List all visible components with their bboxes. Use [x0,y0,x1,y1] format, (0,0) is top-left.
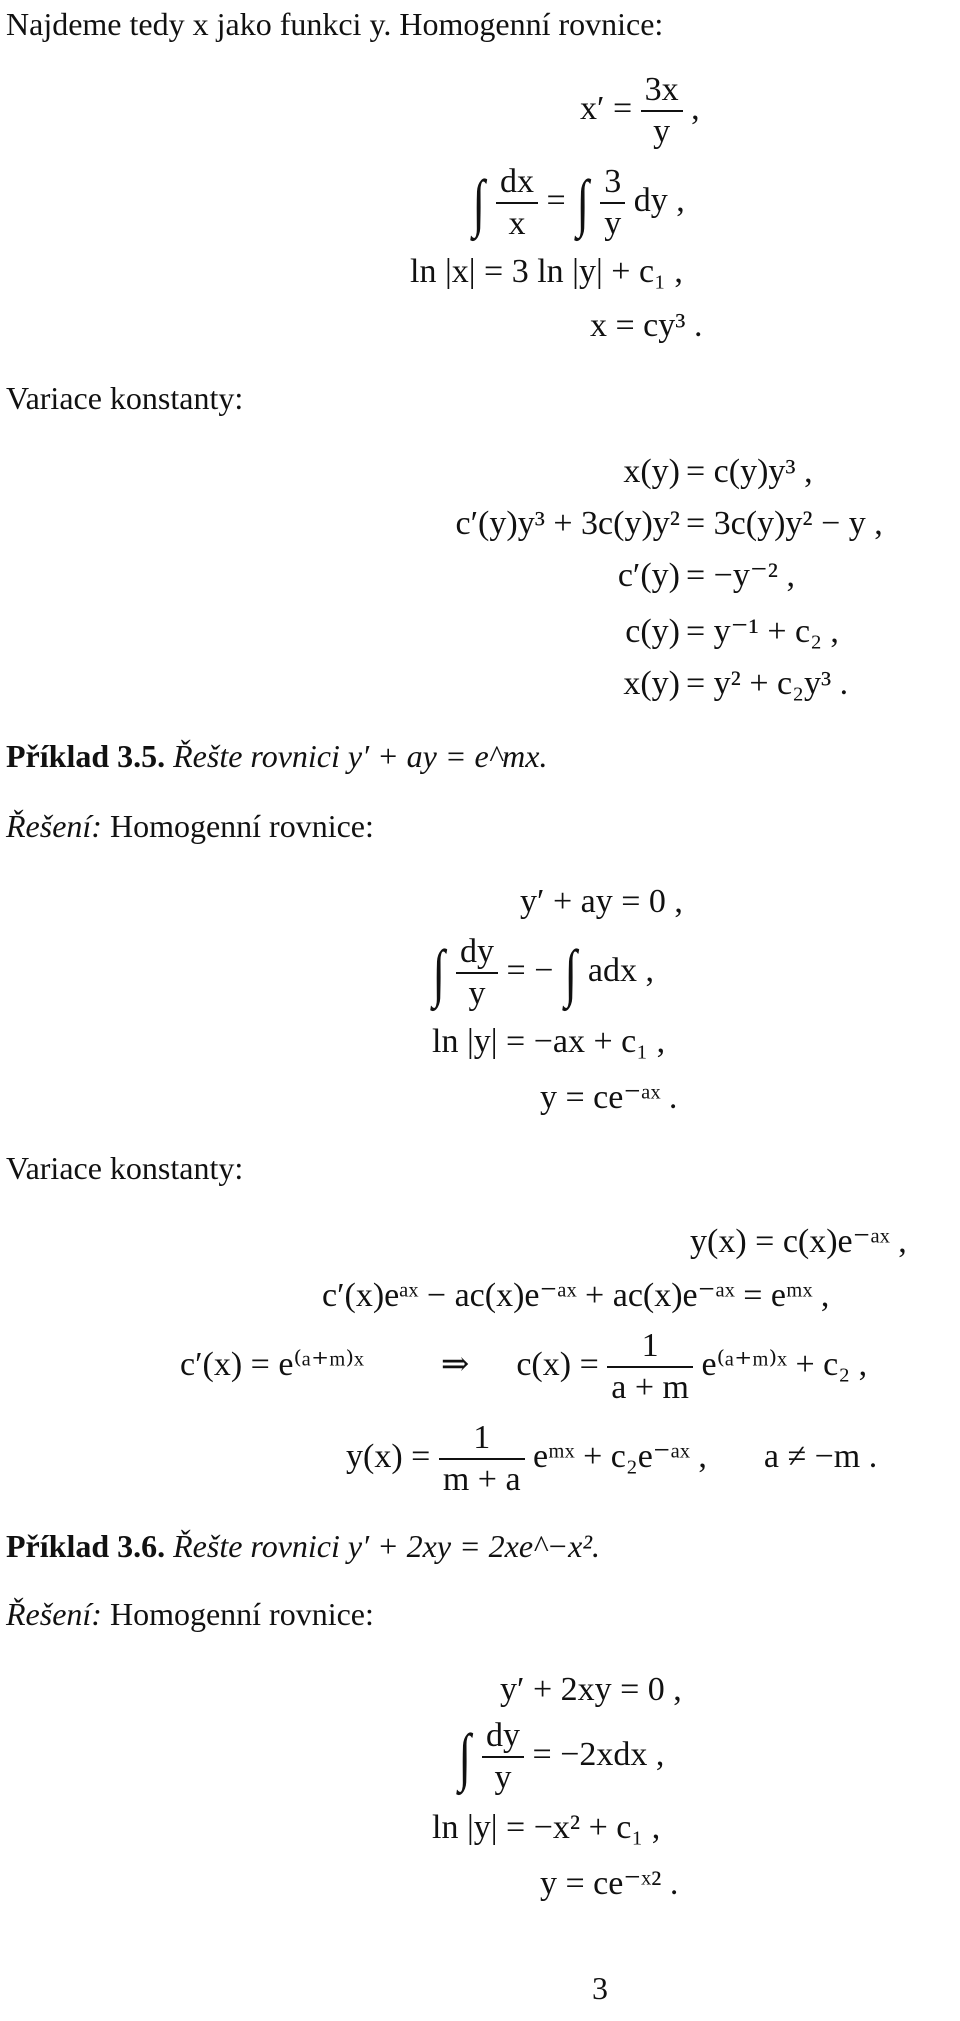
eq4-line4 [346,1418,877,1500]
example-label: Příklad 3.5. [6,738,166,774]
fraction-3x-over-y: $\frac{3x}{y}$ [641,70,683,152]
variace-label-1: Variace konstanty: [6,380,244,416]
eq1-comma: , [691,89,700,127]
example-task: Řešte rovnici y′ + 2xy = 2xe^−x². [173,1528,600,1564]
eq3-line2 [430,932,654,1014]
implies-symbol: ⇒ [440,1345,470,1383]
eq4-yx: y(x) = [346,1437,431,1475]
reseni-3-5 [6,806,374,846]
eq3-line2-adx: adx , [587,951,655,989]
eq3-line3: ln |y| = −ax + c₁ , [432,1023,666,1060]
eq2-row3-lhs: c′(y) [617,557,680,594]
eq2-row4-lhs: c(y) [625,613,680,650]
eq1-lhs: x′ = [580,89,633,127]
homogenni-label: Homogenní rovnice: [109,1596,374,1632]
integral-sign: ∫ [432,937,445,1008]
example-3-5 [6,736,547,776]
eq5-line1: y′ + 2xy = 0 , [500,1671,682,1708]
eq2-row2-lhs: c′(y)y³ + 3c(y)y² [455,505,680,542]
intro-text: Najdeme tedy x jako funkci y. Homogenní rovnice: [6,6,664,42]
eq2-row1-rhs: = c(y)y³ , [686,453,813,490]
eq1-line4: x = cy³ . [590,307,703,344]
fraction-dx-over-x: $\frac{dx}{x}$ [496,162,538,244]
integral-sign: ∫ [472,167,485,238]
eq1-line2-dy: dy , [633,181,685,219]
eq4-cx: c(x) = [516,1345,599,1383]
eq4-line2: c′(x)eᵃˣ − ac(x)e⁻ᵃˣ + ac(x)e⁻ᵃˣ = eᵐˣ , [322,1277,830,1314]
eq2-row3-rhs: = −y⁻² , [686,557,795,594]
eq5-line2 [456,1716,664,1798]
integral-sign: ∫ [576,167,590,238]
eq2-row2-rhs: = 3c(y)y² − y , [686,505,883,542]
fraction-1-over-a-plus-m: $\frac{1}{a + m}$ [607,1326,693,1408]
example-3-6 [6,1526,600,1566]
eq5-line3: ln |y| = −x² + c₁ , [432,1809,661,1846]
variace-label-2: Variace konstanty: [6,1150,244,1186]
eq5-line2-rhs: = −2xdx , [532,1735,665,1773]
eq4-condition: a ≠ −m . [763,1437,878,1475]
reseni-label: Řešení: [6,808,102,844]
fraction-dy-over-y: $\frac{dy}{y}$ [456,932,498,1014]
eq4-c-prime: c′(x) = e⁽ᵃ⁺ᵐ⁾ˣ [180,1345,364,1383]
eq2-row5-lhs: x(y) [623,665,680,702]
eq3-line2-equals: = − [506,951,554,989]
fraction-dy-over-y: $\frac{dy}{y}$ [482,1716,524,1798]
fraction-3-over-y: $\frac{3}{y}$ [600,162,625,244]
eq2-row4-rhs: = y⁻¹ + c₂ , [686,613,839,650]
example-label: Příklad 3.6. [6,1528,166,1564]
eq5-line4: y = ce⁻ˣ² . [540,1865,679,1902]
reseni-3-6 [6,1594,374,1634]
reseni-label: Řešení: [6,1596,102,1632]
integral-sign: ∫ [564,937,577,1008]
page-number: 3 [592,1970,608,2006]
eq1-line1 [580,70,700,152]
eq1-line2-equals: = [546,181,566,219]
eq4-emx-plus: eᵐˣ + c₂e⁻ᵃˣ , [533,1437,707,1475]
homogenni-label: Homogenní rovnice: [109,808,374,844]
eq3-line1: y′ + ay = 0 , [520,883,683,920]
fraction-1-over-m-plus-a: $\frac{1}{m + a}$ [439,1418,525,1500]
eq2-row1-lhs: x(y) [623,453,680,490]
eq1-line2 [470,162,685,244]
eq3-line4: y = ce⁻ᵃˣ . [540,1079,678,1116]
eq1-line3: ln |x| = 3 ln |y| + c₁ , [410,253,683,290]
eq2-row5-rhs: = y² + c₂y³ . [686,665,849,702]
eq4-line3 [180,1326,867,1408]
eq4-line1: y(x) = c(x)e⁻ᵃˣ , [690,1223,907,1260]
integral-sign: ∫ [458,1721,471,1792]
example-task: Řešte rovnici y′ + ay = e^mx. [173,738,548,774]
eq4-exp-plus-c2: e⁽ᵃ⁺ᵐ⁾ˣ + c₂ , [701,1345,868,1383]
